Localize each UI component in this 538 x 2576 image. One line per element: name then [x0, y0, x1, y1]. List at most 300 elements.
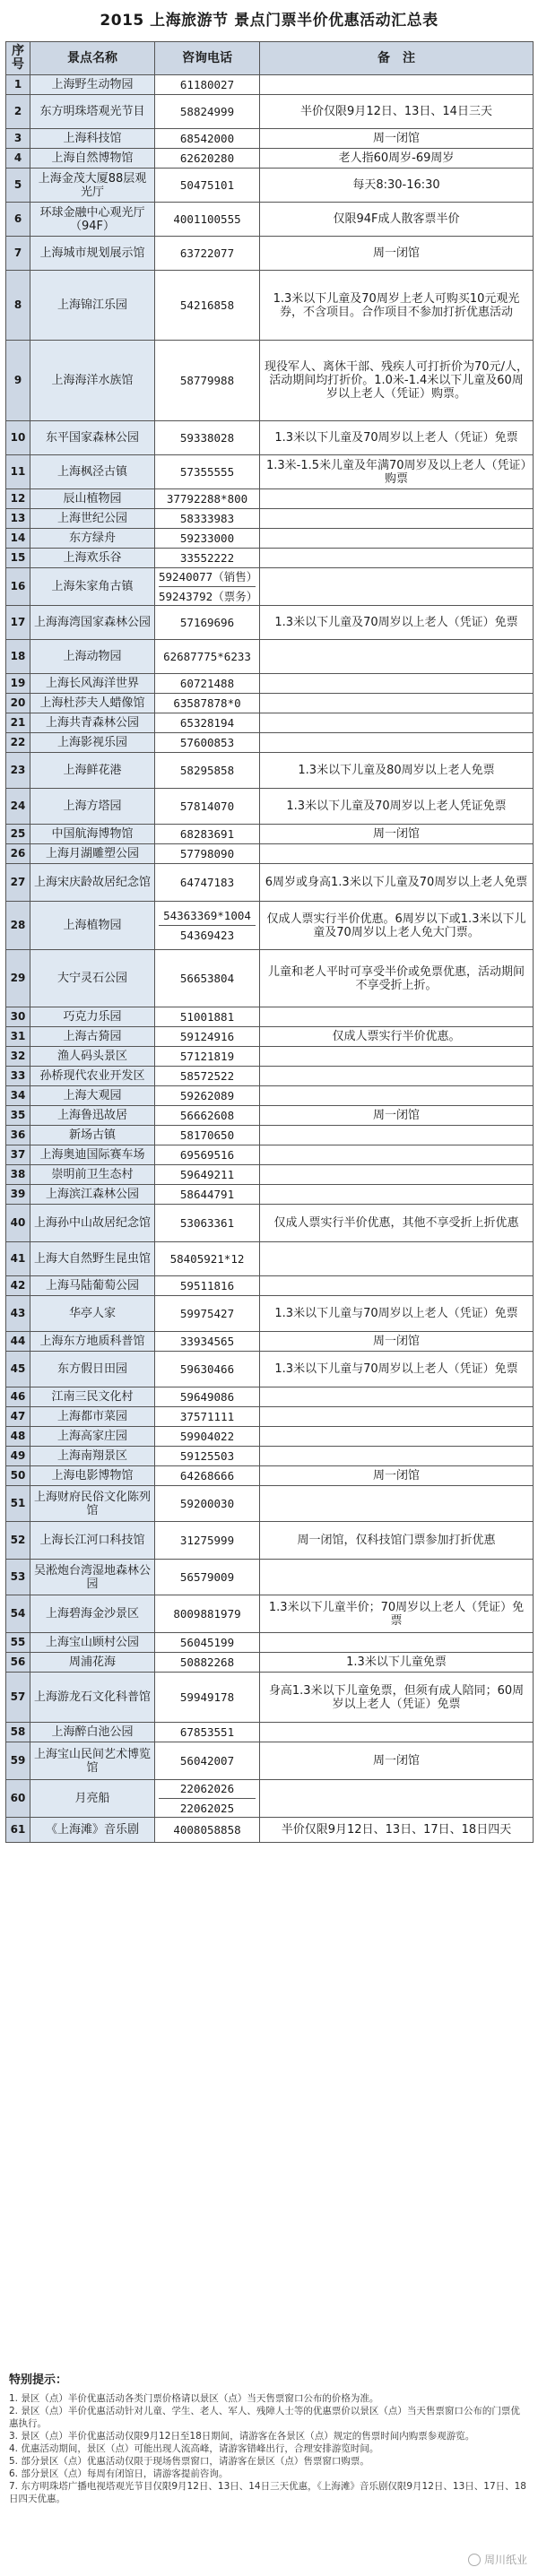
attraction-name: 巧克力乐园 — [30, 1007, 155, 1027]
phone-number — [155, 1086, 260, 1106]
attraction-name: 上海动物园 — [30, 640, 155, 674]
attraction-name: 上海城市规划展示馆 — [30, 237, 155, 271]
row-number: 16 — [6, 568, 30, 606]
attraction-name: 江南三民文化村 — [30, 1387, 155, 1407]
table-row — [6, 568, 534, 606]
row-number: 55 — [6, 1633, 30, 1653]
header-phone: 咨询电话 — [155, 42, 260, 75]
phone-line: 4001100555 — [173, 212, 241, 226]
phone-line: 64747183 — [179, 876, 235, 889]
table-row — [6, 674, 534, 694]
remark — [260, 674, 534, 694]
row-number: 15 — [6, 549, 30, 568]
row-number: 30 — [6, 1007, 30, 1027]
row-number: 54 — [6, 1595, 30, 1633]
remark — [260, 1276, 534, 1296]
table-row — [6, 509, 534, 529]
row-number: 1 — [6, 75, 30, 95]
row-number: 22 — [6, 733, 30, 753]
phone-line: 56662608 — [179, 1109, 235, 1122]
remark — [260, 713, 534, 733]
remark — [260, 640, 534, 674]
phone-line: 58295858 — [179, 764, 235, 777]
phone-line: 59338028 — [179, 431, 235, 445]
row-number: 60 — [6, 1780, 30, 1818]
phone-line-secondary: 22062025 — [159, 1798, 256, 1815]
phone-line: 37792288*800 — [166, 492, 248, 506]
table-row — [6, 237, 534, 271]
remark — [260, 1633, 534, 1653]
row-number: 32 — [6, 1047, 30, 1067]
attraction-name: 上海滨江森林公园 — [30, 1185, 155, 1205]
attraction-name: 上海月湖雕塑公园 — [30, 844, 155, 864]
phone-number — [155, 694, 260, 713]
phone-number — [155, 1106, 260, 1126]
phone-number — [155, 1047, 260, 1067]
phone-number — [155, 95, 260, 129]
table-row — [6, 1387, 534, 1407]
table-row — [6, 129, 534, 149]
phone-line: 51001881 — [179, 1010, 235, 1024]
attraction-name: 上海长风海洋世界 — [30, 674, 155, 694]
attraction-name: 月亮船 — [30, 1780, 155, 1818]
remark: 1.3米以下儿童及70周岁以上老人（凭证）免票 — [260, 421, 534, 455]
remark: 现役军人、离休干部、残疾人可打折价为70元/人，活动期间均打折价。1.0米-1.4米以下儿童及60周岁以上老人（凭证）购票。 — [260, 341, 534, 421]
table-row — [6, 1067, 534, 1086]
remark — [260, 1387, 534, 1407]
phone-number — [155, 1205, 260, 1242]
phone-number — [155, 825, 260, 844]
row-number: 21 — [6, 713, 30, 733]
row-number: 11 — [6, 455, 30, 489]
table-row — [6, 1427, 534, 1447]
phone-number — [155, 713, 260, 733]
attraction-name: 上海世纪公园 — [30, 509, 155, 529]
attraction-name: 上海朱家角古镇 — [30, 568, 155, 606]
phone-line: 64268666 — [179, 1469, 235, 1482]
watermark — [468, 2552, 527, 2567]
phone-line: 62620280 — [179, 151, 235, 165]
header-note: 备 注 — [260, 42, 534, 75]
table-row — [6, 606, 534, 640]
remark — [260, 1560, 534, 1595]
row-number: 2 — [6, 95, 30, 129]
row-number: 48 — [6, 1427, 30, 1447]
row-number: 43 — [6, 1296, 30, 1332]
table-row — [6, 1723, 534, 1742]
remark: 周一闭馆 — [260, 1466, 534, 1486]
phone-number — [155, 455, 260, 489]
note-line: 3. 景区（点）半价优惠活动仅限9月12日至18日期间，请游客在各景区（点）规定的售票时间内购票参观游览。 — [9, 2431, 475, 2442]
row-number: 7 — [6, 237, 30, 271]
table-row — [6, 271, 534, 341]
remark — [260, 1126, 534, 1145]
row-number: 9 — [6, 341, 30, 421]
remark — [260, 1723, 534, 1742]
remark — [260, 1145, 534, 1165]
row-number: 24 — [6, 789, 30, 825]
phone-line: 56045199 — [179, 1636, 235, 1649]
attraction-name: 上海方塔园 — [30, 789, 155, 825]
note-line: 1. 景区（点）半价优惠活动各类门票价格请以景区（点）当天售票窗口公布的价格为准。 — [9, 2393, 379, 2404]
row-number: 46 — [6, 1387, 30, 1407]
phone-number — [155, 149, 260, 169]
phone-line: 59511816 — [179, 1279, 235, 1292]
phone-line: 59649211 — [179, 1168, 235, 1181]
row-number: 3 — [6, 129, 30, 149]
attraction-name: 上海长江河口科技馆 — [30, 1522, 155, 1560]
row-number: 35 — [6, 1106, 30, 1126]
remark: 仅限94F成人散客票半价 — [260, 203, 534, 237]
phone-number — [155, 1067, 260, 1086]
attraction-name: 上海碧海金沙景区 — [30, 1595, 155, 1633]
attraction-name: 渔人码头景区 — [30, 1047, 155, 1067]
phone-number — [155, 1427, 260, 1447]
phone-number — [155, 1027, 260, 1047]
remark: 周一闭馆，仅科技馆门票参加打折优惠 — [260, 1522, 534, 1560]
row-number: 25 — [6, 825, 30, 844]
remark: 半价仅限9月12日、13日、17日、18日四天 — [260, 1818, 534, 1843]
row-number: 20 — [6, 694, 30, 713]
remark: 1.3米以下儿童免票 — [260, 1653, 534, 1673]
phone-number — [155, 341, 260, 421]
remark — [260, 1447, 534, 1466]
row-number: 52 — [6, 1522, 30, 1560]
special-notes — [9, 2370, 527, 2505]
attraction-name: 华亭人家 — [30, 1296, 155, 1332]
attraction-name: 新场古镇 — [30, 1126, 155, 1145]
remark: 周一闭馆 — [260, 237, 534, 271]
remark: 周一闭馆 — [260, 1742, 534, 1780]
table-row — [6, 1126, 534, 1145]
phone-line: 65328194 — [179, 716, 235, 730]
table-row — [6, 1522, 534, 1560]
attraction-name: 辰山植物园 — [30, 489, 155, 509]
phone-number — [155, 1145, 260, 1165]
row-number: 6 — [6, 203, 30, 237]
row-number: 44 — [6, 1332, 30, 1352]
phone-line: 33934565 — [179, 1335, 235, 1348]
table-row — [6, 1633, 534, 1653]
table-row — [6, 529, 534, 549]
attraction-name: 上海东方地质科普馆 — [30, 1332, 155, 1352]
page-title: 2015 上海旅游节 景点门票半价优惠活动汇总表 — [100, 12, 438, 30]
remark — [260, 844, 534, 864]
phone-line: 67853551 — [179, 1725, 235, 1739]
phone-number — [155, 1352, 260, 1387]
attraction-name: 上海植物园 — [30, 902, 155, 950]
remark — [260, 549, 534, 568]
table-row — [6, 1352, 534, 1387]
note-line: 7. 东方明珠塔广播电视塔观光节目仅限9月12日、13日、14日三天优惠，《上海滩》音乐剧仅限9月12日、13日、17日、18日四天优惠。 — [9, 2481, 526, 2504]
remark — [260, 75, 534, 95]
table-row — [6, 789, 534, 825]
table-row — [6, 149, 534, 169]
phone-line: 59200030 — [179, 1497, 235, 1510]
phone-line: 61180027 — [179, 78, 235, 91]
row-number: 27 — [6, 864, 30, 902]
table-row — [6, 1407, 534, 1427]
attraction-name: 上海自然博物馆 — [30, 149, 155, 169]
phone-number — [155, 864, 260, 902]
table-row — [6, 75, 534, 95]
remark: 身高1.3米以下儿童免票，但须有成人陪同；60周岁以上老人（凭证）免票 — [260, 1673, 534, 1723]
phone-line: 62687775*6233 — [163, 650, 251, 663]
table-row — [6, 1185, 534, 1205]
phone-line: 57798090 — [179, 847, 235, 860]
remark — [260, 1086, 534, 1106]
phone-number — [155, 129, 260, 149]
phone-line: 59233000 — [179, 532, 235, 545]
remark: 半价仅限9月12日、13日、14日三天 — [260, 95, 534, 129]
attraction-name: 上海都市菜园 — [30, 1407, 155, 1427]
attraction-name: 上海宝山民间艺术博览馆 — [30, 1742, 155, 1780]
attraction-name: 《上海滩》音乐剧 — [30, 1818, 155, 1843]
remark: 周一闭馆 — [260, 129, 534, 149]
remark: 1.3米以下儿童及70周岁以上老人凭证免票 — [260, 789, 534, 825]
remark: 1.3米以下儿童及80周岁以上老人免票 — [260, 753, 534, 789]
phone-number — [155, 1332, 260, 1352]
remark: 1.3米-1.5米儿童及年满70周岁及以上老人（凭证）购票 — [260, 455, 534, 489]
table-row — [6, 1486, 534, 1522]
table-row — [6, 1296, 534, 1332]
phone-number — [155, 844, 260, 864]
table-header-row — [6, 42, 534, 75]
phone-line: 50882268 — [179, 1655, 235, 1669]
phone-line: 57600853 — [179, 736, 235, 749]
table-row — [6, 455, 534, 489]
header-no: 序号 — [6, 42, 30, 75]
remark: 儿童和老人平时可享受半价或免票优惠，活动期间不享受折上折。 — [260, 950, 534, 1007]
remark — [260, 529, 534, 549]
notes-heading: 特别提示： — [9, 2373, 68, 2387]
row-number: 33 — [6, 1067, 30, 1086]
row-number: 4 — [6, 149, 30, 169]
row-number: 45 — [6, 1352, 30, 1387]
phone-number — [155, 237, 260, 271]
phone-number — [155, 1276, 260, 1296]
row-number: 40 — [6, 1205, 30, 1242]
phone-number — [155, 733, 260, 753]
phone-number — [155, 169, 260, 203]
phone-line: 58644791 — [179, 1188, 235, 1201]
table-row — [6, 1780, 534, 1818]
remark — [260, 568, 534, 606]
attraction-name: 上海高家庄园 — [30, 1427, 155, 1447]
phone-line: 56042007 — [179, 1754, 235, 1768]
row-number: 39 — [6, 1185, 30, 1205]
attraction-name: 上海醉白池公园 — [30, 1723, 155, 1742]
attraction-name: 东平国家森林公园 — [30, 421, 155, 455]
phone-number — [155, 1742, 260, 1780]
remark — [260, 1242, 534, 1276]
row-number: 34 — [6, 1086, 30, 1106]
row-number: 57 — [6, 1673, 30, 1723]
phone-line: 58405921*12 — [169, 1252, 245, 1266]
header-name: 景点名称 — [30, 42, 155, 75]
row-number: 58 — [6, 1723, 30, 1742]
attraction-name: 上海科技馆 — [30, 129, 155, 149]
attraction-name: 东方假日田园 — [30, 1352, 155, 1387]
attraction-name: 上海宝山顾村公园 — [30, 1633, 155, 1653]
phone-number — [155, 1165, 260, 1185]
attraction-name: 上海宋庆龄故居纪念馆 — [30, 864, 155, 902]
phone-line-secondary: 59243792（票务） — [159, 586, 256, 603]
row-number: 51 — [6, 1486, 30, 1522]
table-row — [6, 1027, 534, 1047]
table-row — [6, 1007, 534, 1027]
table-row — [6, 1047, 534, 1067]
phone-line: 59630466 — [179, 1362, 235, 1376]
phone-number — [155, 1673, 260, 1723]
table-row — [6, 1242, 534, 1276]
remark — [260, 1067, 534, 1086]
remark — [260, 694, 534, 713]
phone-line: 59975427 — [179, 1307, 235, 1320]
row-number: 29 — [6, 950, 30, 1007]
row-number: 61 — [6, 1818, 30, 1843]
phone-line: 33552222 — [179, 551, 235, 565]
phone-line: 59949178 — [179, 1690, 235, 1704]
phone-number — [155, 753, 260, 789]
attraction-name: 上海影视乐园 — [30, 733, 155, 753]
phone-number — [155, 1653, 260, 1673]
phone-number — [155, 421, 260, 455]
phone-number — [155, 271, 260, 341]
remark — [260, 733, 534, 753]
phone-number — [155, 1242, 260, 1276]
row-number: 28 — [6, 902, 30, 950]
phone-line: 56653804 — [179, 972, 235, 985]
phone-number — [155, 509, 260, 529]
phone-number — [155, 1466, 260, 1486]
row-number: 8 — [6, 271, 30, 341]
phone-line: 50475101 — [179, 178, 235, 192]
phone-number — [155, 1185, 260, 1205]
attraction-name: 上海奥迪国际赛车场 — [30, 1145, 155, 1165]
note-line: 6. 部分景区（点）每周有闭馆日，请游客提前咨询。 — [9, 2468, 229, 2479]
phone-line: 69569516 — [179, 1148, 235, 1162]
remark — [260, 1780, 534, 1818]
row-number: 41 — [6, 1242, 30, 1276]
table-row — [6, 1276, 534, 1296]
attraction-name: 东方绿舟 — [30, 529, 155, 549]
table-row — [6, 733, 534, 753]
watermark-logo-icon — [468, 2554, 481, 2566]
row-number: 31 — [6, 1027, 30, 1047]
phone-number — [155, 1007, 260, 1027]
phone-number — [155, 75, 260, 95]
phone-number — [155, 1407, 260, 1427]
phone-line: 37571111 — [179, 1410, 235, 1423]
table-row — [6, 421, 534, 455]
attraction-name: 上海孙中山故居纪念馆 — [30, 1205, 155, 1242]
attractions-table — [5, 41, 534, 1843]
row-number: 56 — [6, 1653, 30, 1673]
phone-line: 60721488 — [179, 677, 235, 690]
phone-number — [155, 529, 260, 549]
phone-line: 54363369*1004 — [163, 909, 251, 922]
table-row — [6, 950, 534, 1007]
remark — [260, 1427, 534, 1447]
table-row — [6, 1653, 534, 1673]
phone-number — [155, 1486, 260, 1522]
phone-number — [155, 1723, 260, 1742]
table-row — [6, 1818, 534, 1843]
row-number: 26 — [6, 844, 30, 864]
table-row — [6, 1595, 534, 1633]
table-row — [6, 864, 534, 902]
phone-line: 58779988 — [179, 374, 235, 387]
phone-line: 57814070 — [179, 800, 235, 813]
remark: 周一闭馆 — [260, 1106, 534, 1126]
table-row — [6, 1086, 534, 1106]
table-row — [6, 1447, 534, 1466]
attraction-name: 上海枫泾古镇 — [30, 455, 155, 489]
row-number: 5 — [6, 169, 30, 203]
attraction-name: 上海海湾国家森林公园 — [30, 606, 155, 640]
row-number: 13 — [6, 509, 30, 529]
attraction-name: 崇明前卫生态村 — [30, 1165, 155, 1185]
phone-line: 31275999 — [179, 1534, 235, 1547]
attraction-name: 环球金融中心观光厅（94F） — [30, 203, 155, 237]
phone-line-secondary: 54369423 — [159, 925, 256, 942]
remark: 老人指60周岁-69周岁 — [260, 149, 534, 169]
phone-number — [155, 1780, 260, 1818]
phone-number — [155, 1126, 260, 1145]
remark: 周一闭馆 — [260, 1332, 534, 1352]
table-row — [6, 713, 534, 733]
phone-number — [155, 902, 260, 950]
table-row — [6, 640, 534, 674]
row-number: 47 — [6, 1407, 30, 1427]
attraction-name: 周浦花海 — [30, 1653, 155, 1673]
phone-number — [155, 674, 260, 694]
phone-line: 59904022 — [179, 1430, 235, 1443]
table-row — [6, 694, 534, 713]
phone-line: 54216858 — [179, 298, 235, 312]
attraction-name: 上海海洋水族馆 — [30, 341, 155, 421]
phone-line: 68283691 — [179, 827, 235, 841]
attraction-name: 上海游龙石文化科普馆 — [30, 1673, 155, 1723]
attraction-name: 上海大自然野生昆虫馆 — [30, 1242, 155, 1276]
remark — [260, 1165, 534, 1185]
note-line: 5. 部分景区（点）优惠活动仅限于现场售票窗口，请游客在景区（点）售票窗口购票。 — [9, 2456, 369, 2467]
row-number: 50 — [6, 1466, 30, 1486]
table-row — [6, 1332, 534, 1352]
attraction-name: 上海野生动物园 — [30, 75, 155, 95]
watermark-text: 周川纸业 — [483, 2554, 527, 2566]
attraction-name: 东方明珠塔观光节目 — [30, 95, 155, 129]
phone-number — [155, 568, 260, 606]
phone-line: 4008058858 — [173, 1823, 241, 1837]
phone-line: 57355555 — [179, 465, 235, 479]
phone-number — [155, 1387, 260, 1407]
phone-number — [155, 1447, 260, 1466]
row-number: 18 — [6, 640, 30, 674]
table-row — [6, 1742, 534, 1780]
attraction-name: 上海金茂大厦88层观光厅 — [30, 169, 155, 203]
row-number: 10 — [6, 421, 30, 455]
phone-line: 59649086 — [179, 1390, 235, 1404]
phone-line: 58333983 — [179, 512, 235, 525]
phone-number — [155, 1595, 260, 1633]
remark: 仅成人票实行半价优惠。 — [260, 1027, 534, 1047]
phone-number — [155, 950, 260, 1007]
note-line: 2. 景区（点）半价优惠活动针对儿童、学生、老人、军人、残障人士等的优惠票价以景区（点）当天售票窗口公布的门票优惠执行。 — [9, 2406, 520, 2429]
row-number: 17 — [6, 606, 30, 640]
table-row — [6, 844, 534, 864]
